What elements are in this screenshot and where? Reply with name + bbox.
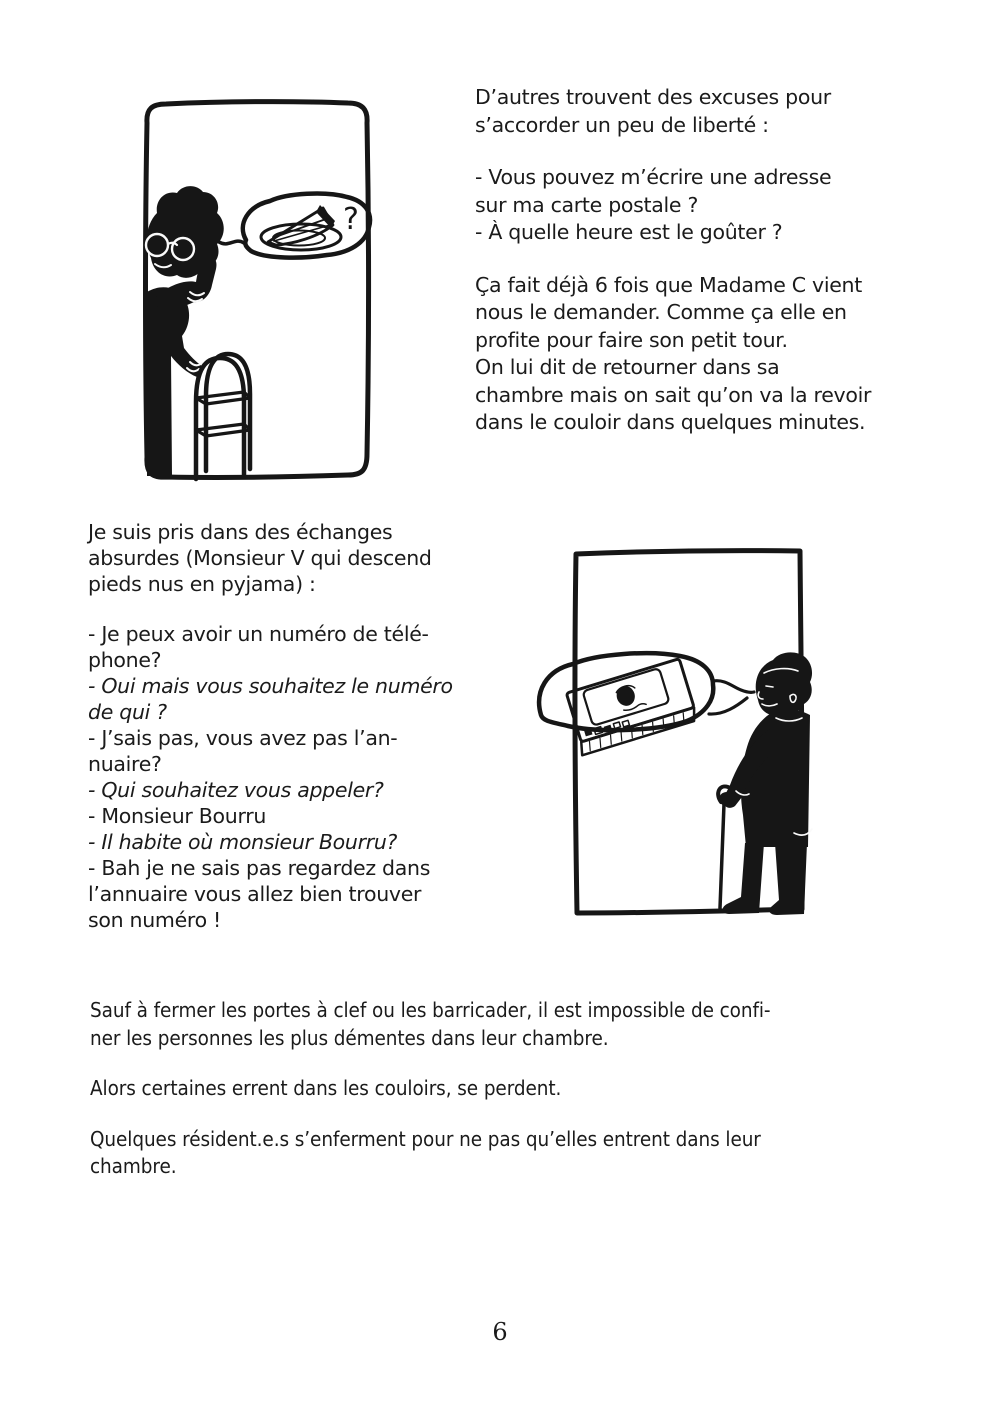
text-line: - À quelle heure est le goûter ? [475,220,783,244]
paragraph-confinement [90,997,972,1052]
text-line: chambre. [90,1154,177,1178]
narration-top-right [475,84,905,437]
text-line: Sauf à fermer les portes à clef ou les barricader, il est impossible de confi- [90,998,771,1022]
bubble-tail [709,698,747,714]
bubble-tail [198,240,244,243]
text-line: nuaire? [88,752,162,776]
paragraph-excuses-intro [475,84,905,139]
narration-bottom [90,997,972,1181]
panel-woman-walker [140,96,375,488]
paragraph-echanges-intro [88,519,508,597]
text-line: Alors certaines errent dans les couloirs, se perdent. [90,1076,562,1100]
thought-bubble [198,194,370,258]
phone-book-icon [563,659,697,756]
paragraph-errent [90,1075,972,1103]
text-line: Quelques résident.e.s s’enferment pour ne pas qu’elles entrent dans leur [90,1126,761,1151]
man-hand [719,792,735,806]
text-line: sur ma carte postale ? [475,192,699,217]
text-line: - Bah je ne sais pas regardez dans [88,856,431,880]
paragraph-excuses-quotes [475,164,905,247]
text-line: - J’sais pas, vous avez pas l’an- [88,726,398,750]
panel-woman-walker-drawing [140,96,375,488]
man-silhouette [719,652,812,915]
text-line: - Vous pouvez m’écrire une adresse [475,165,832,189]
thought-bubble [539,653,754,755]
text-line: - Il habite où monsieur Bourru? [88,830,398,854]
text-line: ner les personnes les plus démentes dans leur chambre. [90,1025,609,1050]
narration-middle-left [88,519,508,933]
text-line: absurdes (Monsieur V qui descend [88,546,432,570]
paragraph-enferment [90,1126,972,1181]
text-line: de qui ? [88,700,167,724]
page-number: 6 [492,1318,508,1346]
text-line: chambre mais on sait qu’on va la revoir [475,382,872,407]
panel-man-cane [530,543,830,921]
text-line: nous le demander. Comme ça elle en [475,300,847,324]
text-line: profite pour faire son petit tour. [475,327,788,352]
text-line: On lui dit de retourner dans sa [475,355,780,379]
man-back-leg [769,843,807,915]
question-mark: ? [343,202,359,237]
text-line: phone? [88,648,162,672]
panel-man-cane-drawing [530,543,830,921]
text-line: - Qui souhaitez vous appeler? [88,778,384,802]
woman-silhouette [146,186,224,476]
paragraph-dialogue [88,621,508,933]
bubble-tail [713,681,754,693]
text-line: s’accorder un peu de liberté : [475,112,769,137]
text-line: - Monsieur Bourru [88,804,267,828]
man-front-leg [723,843,764,914]
paragraph-madame-c [475,272,905,437]
text-line: son numéro ! [88,908,221,932]
text-line: D’autres trouvent des excuses pour [475,85,831,109]
walker-icon [196,354,250,479]
text-line: dans le couloir dans quelques minutes. [475,410,866,434]
text-line: - Oui mais vous souhaitez le numéro [88,674,453,698]
text-line: Je suis pris dans des échanges [88,520,393,544]
woman-head [147,186,224,278]
text-line: pieds nus en pyjama) : [88,572,316,596]
text-line: Ça fait déjà 6 fois que Madame C vient [475,272,862,297]
text-line: l’annuaire vous allez bien trouver [88,882,422,906]
text-line: - Je peux avoir un numéro de télé- [88,622,429,646]
